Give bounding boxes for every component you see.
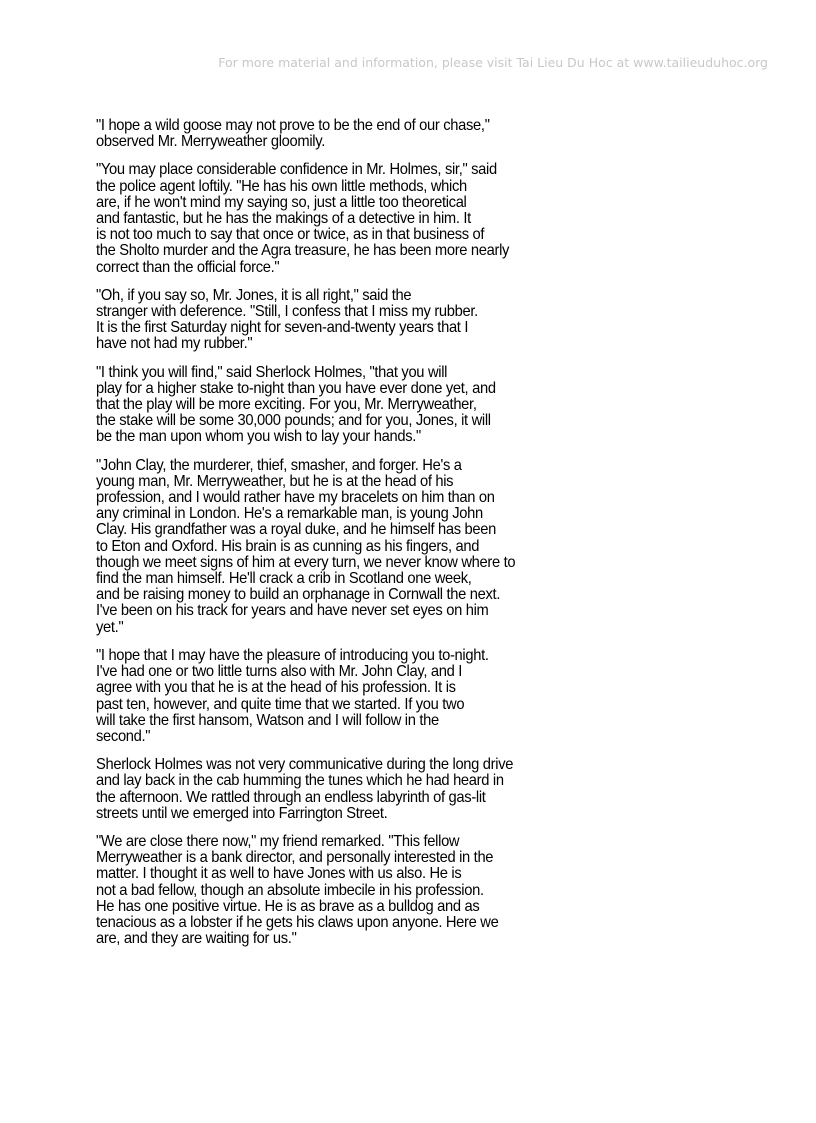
text-line: "You may place considerable confidence in Mr. Holmes, sir," said (96, 161, 497, 179)
text-line: though we meet signs of him at every turn, we never know where to (96, 553, 516, 571)
text-line: find the man himself. He'll crack a crib in Scotland one week, (96, 570, 472, 588)
text-line: past ten, however, and quite time that we started. If you two (96, 695, 465, 713)
text-line: It is the first Saturday night for seven-and-twenty years that I (96, 319, 469, 337)
text-line: I've been on his track for years and have never set eyes on him (96, 602, 489, 620)
text-line: I've had one or two little turns also with Mr. John Clay, and I (96, 663, 462, 681)
text-line: is not too much to say that once or twice, as in that business of (96, 226, 485, 244)
text-line: the afternoon. We rattled through an endless labyrinth of gas-lit (96, 788, 486, 806)
text-line: He has one positive virtue. He is as brave as a bulldog and as (96, 897, 480, 915)
text-line: and lay back in the cab humming the tunes which he had heard in (96, 772, 504, 790)
text-line: Clay. His grandfather was a royal duke, and he himself has been (96, 521, 497, 539)
text-line: "I hope that I may have the pleasure of introducing you to-night. (96, 646, 489, 664)
text-line: the police agent loftily. "He has his own little methods, which (96, 177, 467, 195)
text-line: "Oh, if you say so, Mr. Jones, it is all right," said the (96, 286, 412, 304)
text-line: to Eton and Oxford. His brain is as cunning as his fingers, and (96, 537, 480, 555)
text-line: young man, Mr. Merryweather, but he is at the head of his (96, 472, 454, 490)
watermark-header: For more material and information, please visit Tai Lieu Du Hoc at www.tailieuduhoc.org (218, 55, 768, 70)
text-line: any criminal in London. He's a remarkable man, is young John (96, 505, 483, 523)
paragraph-5 (96, 458, 722, 636)
text-line: Merryweather is a bank director, and personally interested in the (96, 849, 494, 867)
text-line: tenacious as a lobster if he gets his claws upon anyone. Here we (96, 913, 499, 931)
text-line: matter. I thought it as well to have Jones with us also. He is (96, 865, 462, 883)
text-line: be the man upon whom you wish to lay your hands." (96, 428, 421, 446)
text-line: "We are close there now," my friend remarked. "This fellow (96, 832, 460, 850)
paragraph-4 (96, 365, 722, 446)
paragraph-8 (96, 834, 722, 947)
text-line: are, if he won't mind my saying so, just a little too theoretical (96, 193, 467, 211)
text-line: will take the first hansom, Watson and I will follow in the (96, 711, 439, 729)
paragraph-3 (96, 288, 722, 353)
text-line: play for a higher stake to-night than you have ever done yet, and (96, 379, 496, 397)
text-line: streets until we emerged into Farrington Street. (96, 804, 388, 822)
text-line: "John Clay, the murderer, thief, smasher, and forger. He's a (96, 456, 462, 474)
document-body (96, 118, 776, 959)
text-line: have not had my rubber." (96, 335, 253, 353)
text-line: "I think you will find," said Sherlock Holmes, "that you will (96, 363, 448, 381)
paragraph-6 (96, 648, 722, 745)
text-line: second." (96, 727, 151, 745)
paragraph-7 (96, 757, 722, 822)
text-line: the Sholto murder and the Agra treasure, he has been more nearly (96, 242, 510, 260)
text-line: the stake will be some 30,000 pounds; and for you, Jones, it will (96, 412, 491, 430)
text-line: are, and they are waiting for us." (96, 930, 297, 948)
text-line: "I hope a wild goose may not prove to be the end of our chase," (96, 117, 490, 134)
text-line: correct than the official force." (96, 258, 280, 276)
paragraph-1 (96, 118, 722, 150)
text-line: and fantastic, but he has the makings of a detective in him. It (96, 210, 471, 228)
text-line: observed Mr. Merryweather gloomily. (96, 133, 325, 151)
paragraph-2 (96, 162, 722, 275)
text-line: stranger with deference. "Still, I confess that I miss my rubber. (96, 303, 478, 321)
text-line: agree with you that he is at the head of his profession. It is (96, 679, 456, 697)
text-line: yet." (96, 618, 124, 636)
text-line: that the play will be more exciting. For you, Mr. Merryweather, (96, 396, 477, 414)
text-line: not a bad fellow, though an absolute imbecile in his profession. (96, 881, 484, 899)
text-line: profession, and I would rather have my bracelets on him than on (96, 489, 495, 507)
text-line: Sherlock Holmes was not very communicative during the long drive (96, 756, 514, 774)
text-line: and be raising money to build an orphanage in Cornwall the next. (96, 586, 501, 604)
